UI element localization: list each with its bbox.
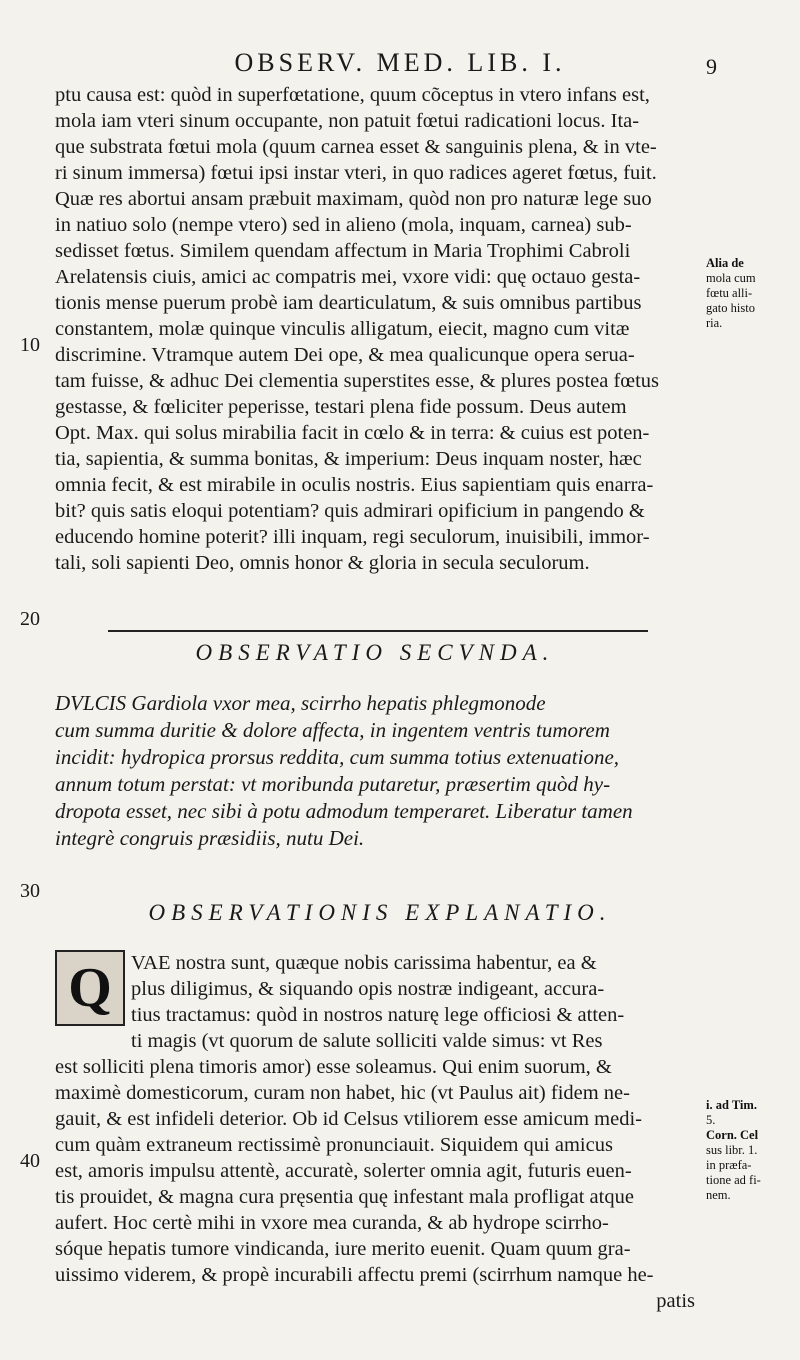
summary-line: DVLCIS Gardiola vxor mea, scirrho hepatis phlegmonode: [55, 691, 546, 715]
margin-line: Corn. Cel: [706, 1128, 759, 1142]
text-line: est, amoris impulsu attentè, accuratè, solerter omnia agit, futuris euen-: [55, 1160, 632, 1182]
text-line: cum quàm extraneum rectissimè pronunciauit. Siquidem qui amicus: [55, 1134, 613, 1156]
summary-line: incidit: hydropica prorsus reddita, cum summa totius extenuatione,: [55, 745, 620, 769]
text-line: uissimo viderem, & propè incurabili affectu premi (scirrhum namque he-: [55, 1264, 654, 1286]
text-line: ti magis (vt quorum de salute solliciti valde simus: vt Res: [131, 1030, 603, 1052]
text-line: tali, soli sapienti Deo, omnis honor & gloria in secula seculorum.: [55, 552, 590, 574]
summary-line: annum totum perstat: vt moribunda putaretur, præsertim quòd hy-: [55, 772, 611, 796]
margin-line: ria.: [706, 316, 723, 330]
text-line: tis prouidet, & magna cura pręsentia quę infestant mala profligat atque: [55, 1186, 634, 1208]
text-line: educendo homine poterit? illi inquam, regi seculorum, inuisibili, immor-: [55, 526, 650, 548]
text-line: Arelatensis ciuis, amici ac compatris mei, vxore vidi: quę octauo gesta-: [55, 266, 641, 288]
text-line: VAE nostra sunt, quæque nobis carissima habentur, ea &: [131, 952, 597, 974]
text-line: est solliciti plena timoris amor) esse soleamus. Qui enim suorum, &: [55, 1056, 612, 1078]
text-line: in natiuo solo (nempe vtero) sed in alieno (mola, inquam, carnea) sub-: [55, 214, 632, 236]
margin-line: nem.: [706, 1188, 731, 1202]
line-number: 40: [20, 1150, 40, 1172]
text-line: gauit, & est infideli deterior. Ob id Celsus vtiliorem esse amicum medi-: [55, 1108, 642, 1130]
margin-line: in præfa-: [706, 1158, 752, 1172]
margin-line: mola cum: [706, 271, 756, 285]
text-line: constantem, molæ quinque vinculis alligatum, eiecit, magno cum vitæ: [55, 318, 630, 340]
line-number: 20: [20, 608, 40, 630]
summary-line: cum summa duritie & dolore affecta, in ingentem ventris tumorem: [55, 718, 610, 742]
text-line: omnia fecit, & est mirabile in oculis nostris. Eius sapientiam quis enarra-: [55, 474, 654, 496]
margin-line: gato histo: [706, 301, 755, 315]
explanation-title: OBSERVATIONIS EXPLANATIO.: [148, 900, 612, 925]
margin-line: Alia de: [706, 256, 744, 270]
summary-line: dropota esset, nec sibi à potu admodum temperaret. Liberatur tamen: [55, 799, 633, 823]
margin-line: fœtu alli-: [706, 286, 753, 300]
text-line: patis: [656, 1290, 695, 1312]
decorated-initial: Q: [55, 950, 125, 1026]
text-line: Opt. Max. qui solus mirabilia facit in cœlo & in terra: & cuius est poten-: [55, 422, 650, 444]
text-line: ptu causa est: quòd in superfœtatione, quum cõceptus in vtero infans est,: [55, 84, 650, 106]
running-header: OBSERV. MED. LIB. I.: [234, 48, 566, 77]
text-line: tia, sapientia, & summa bonitas, & imperium: Deus inquam noster, hæc: [55, 448, 642, 470]
observation-summary: [55, 690, 705, 852]
text-line: tionis mense puerum probè iam dearticulatum, & suis omnibus partibus: [55, 292, 642, 314]
margin-line: sus libr. 1.: [706, 1143, 758, 1157]
text-line: sóque hepatis tumore vindicanda, iure merito euenit. Quam quum gra-: [55, 1238, 631, 1260]
margin-line: 5.: [706, 1113, 716, 1127]
text-line: gestasse, & fœliciter peperisse, testari plena fide possum. Deus autem: [55, 396, 627, 418]
text-line: sedisset fœtus. Similem quendam affectum in Maria Trophimi Cabroli: [55, 240, 631, 262]
margin-note-mola: [706, 256, 756, 331]
section-divider: [108, 630, 648, 632]
line-number: 10: [20, 334, 40, 356]
line-number: 30: [20, 880, 40, 902]
margin-line: i. ad Tim.: [706, 1098, 757, 1112]
paragraph-explanation: [55, 950, 695, 1314]
margin-note-citations: [706, 1098, 761, 1203]
text-line: mola iam vteri sinum occupante, non patuit fœtui radicationi locus. Ita-: [55, 110, 640, 132]
text-line: Quæ res abortui ansam præbuit maximam, quòd non pro naturæ lege suo: [55, 188, 652, 210]
text-line: tam fuisse, & adhuc Dei clementia superstites esse, & plures postea fœtus: [55, 370, 660, 392]
paragraph-observation-one-end: [55, 82, 695, 576]
text-line: maximè domesticorum, curam non habet, hic (vt Paulus ait) fidem ne-: [55, 1082, 630, 1104]
observation-two-title: OBSERVATIO SECVNDA.: [195, 640, 555, 665]
text-line: discrimine. Vtramque autem Dei ope, & mea qualicunque opera serua-: [55, 344, 635, 366]
summary-line: integrè congruis præsidiis, nutu Dei.: [55, 826, 365, 850]
text-line: aufert. Hoc certè mihi in vxore mea curanda, & ab hydrope scirrho-: [55, 1212, 609, 1234]
margin-line: tione ad fi-: [706, 1173, 761, 1187]
page-number: 9: [706, 54, 717, 79]
text-line: que substrata fœtui mola (quum carnea esset & sanguinis plena, & in vte-: [55, 136, 657, 158]
text-line: bit? quis satis eloqui potentiam? quis admirari opificium in pangendo &: [55, 500, 645, 522]
text-line: tius tractamus: quòd in nostros naturę lege officiosi & atten-: [131, 1004, 625, 1026]
text-line: ri sinum immersa) fœtui ipsi instar vteri, in quo radices ageret fœtus, fuit.: [55, 162, 657, 184]
text-line: plus diligimus, & siquando opis nostræ indigeant, accura-: [131, 978, 605, 1000]
